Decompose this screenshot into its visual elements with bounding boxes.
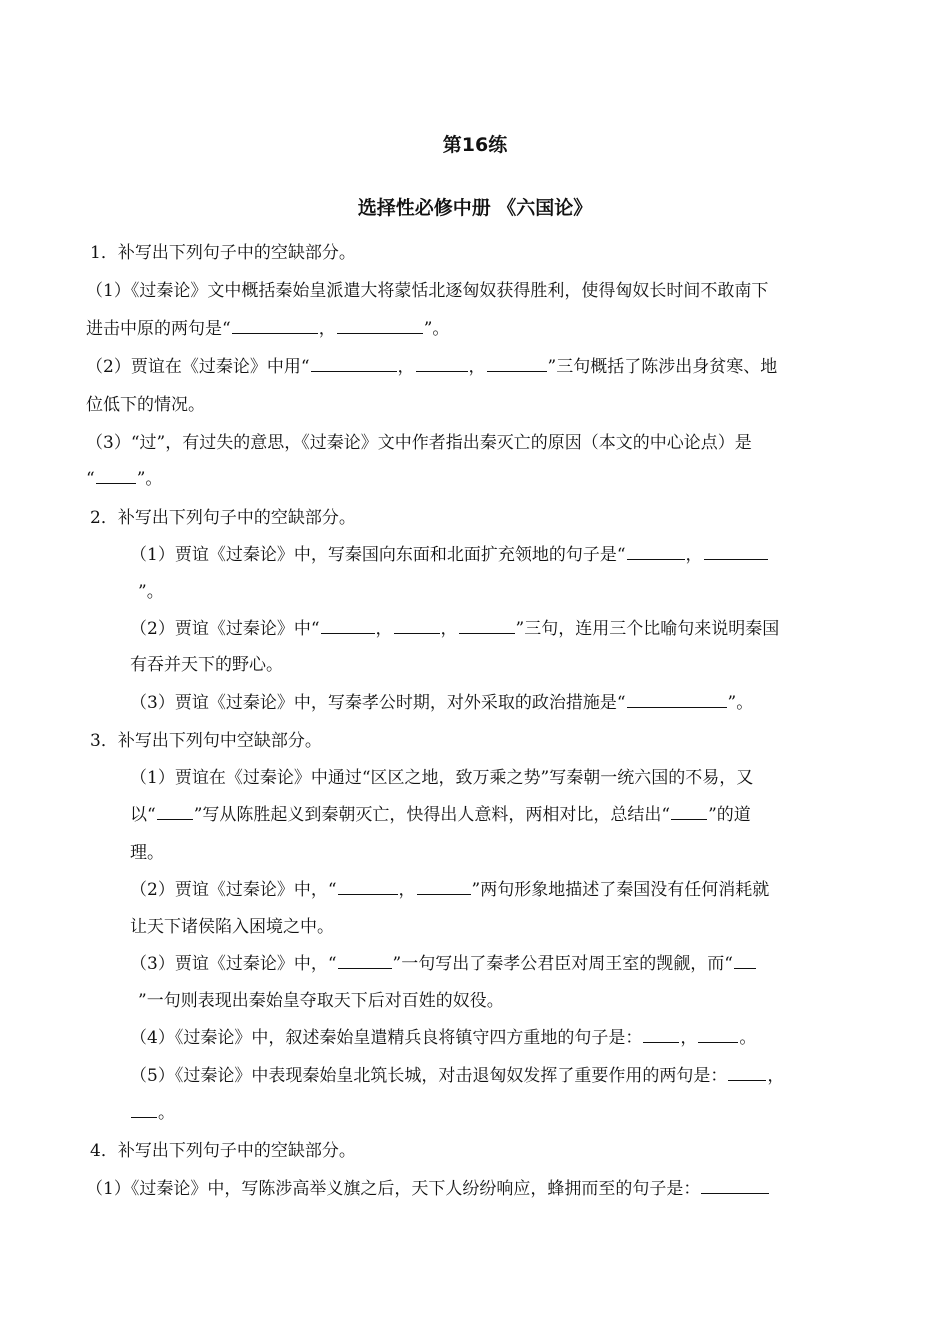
blank-line <box>311 356 397 372</box>
q2-item-2-line-1: （2）贾谊《过秦论》中“ ， ， ”三句，连用三个比喻句来说明秦国 <box>130 619 780 639</box>
q3-item-1-line-2: 以“ ”写从陈胜起义到秦朝灭亡，快得出人意料，两相对比，总结出“ ”的道 <box>130 805 751 825</box>
blank-line <box>728 1065 766 1081</box>
q3-item-3-line-2: ”一句则表现出秦始皇夺取天下后对百姓的奴役。 <box>138 991 504 1011</box>
q1-item-3-text: “ <box>86 469 95 489</box>
blank-line <box>157 804 193 820</box>
q3-item-2-line-1: （2）贾谊《过秦论》中，“ ， ”两句形象地描述了秦国没有任何消耗就 <box>130 880 770 900</box>
q1-item-1-line-1: （1）《过秦论》文中概括秦始皇派遣大将蒙恬北逐匈奴获得胜利，使得匈奴长时间不敢南下 <box>86 281 769 301</box>
blank-line <box>459 618 515 634</box>
blank-line <box>734 953 756 969</box>
q2-item-1-line-2: ”。 <box>138 582 164 602</box>
q4-item-1-line-1: （1）《过秦论》中，写陈涉高举义旗之后，天下人纷纷响应，蜂拥而至的句子是： <box>86 1178 770 1200</box>
blank-line <box>338 879 398 895</box>
blank-line <box>232 318 318 334</box>
page-title: 第16练 <box>442 134 508 156</box>
q2-item-3-text: （3）贾谊《过秦论》中，写秦孝公时期，对外采取的政治措施是“ <box>130 693 626 713</box>
blank-line <box>627 544 685 560</box>
q1-item-3-line-1: （3）“过”，有过失的意思，《过秦论》文中作者指出秦灭亡的原因（本文的中心论点）是 <box>86 433 752 453</box>
page-subtitle: 选择性必修中册 《六国论》 <box>357 197 593 219</box>
q1-item-1-line-2: 进击中原的两句是“ ， ”。 <box>86 319 450 339</box>
blank-line <box>643 1027 679 1043</box>
q3-item-5-line-1: （5）《过秦论》中表现秦始皇北筑长城，对击退匈奴发挥了重要作用的两句是： ， <box>130 1066 785 1086</box>
blank-line <box>338 953 392 969</box>
q3-item-2-line-2: 让天下诸侯陷入困境之中。 <box>130 917 334 937</box>
q1-item-1-text: 进击中原的两句是“ <box>86 319 231 339</box>
blank-line <box>701 1178 769 1194</box>
q2-item-2-text: （2）贾谊《过秦论》中“ <box>130 619 320 639</box>
question-4-stem: 4．补写出下列句子中的空缺部分。 <box>90 1141 356 1161</box>
q3-item-4: （4）《过秦论》中，叙述秦始皇遣精兵良将镇守四方重地的句子是： ， 。 <box>130 1028 757 1048</box>
question-1-stem: 1．补写出下列句子中的空缺部分。 <box>90 243 356 263</box>
question-2-stem: 2．补写出下列句子中的空缺部分。 <box>90 508 356 528</box>
q1-item-2-line-2: 位低下的情况。 <box>86 395 205 415</box>
blank-line <box>96 468 136 484</box>
q1-item-2-text: （2）贾谊在《过秦论》中用“ <box>86 357 310 377</box>
q2-item-1-line-1: （1）贾谊《过秦论》中，写秦国向东面和北面扩充领地的句子是“ ， <box>130 544 769 566</box>
q2-item-2-tail: ”三句，连用三个比喻句来说明秦国 <box>515 619 780 639</box>
blank-line <box>487 356 547 372</box>
q2-item-2-line-2: 有吞并天下的野心。 <box>130 655 283 675</box>
blank-line <box>394 618 440 634</box>
blank-line <box>337 318 423 334</box>
q3-item-1-line-3: 理。 <box>130 843 164 863</box>
question-3-stem: 3．补写出下列句中空缺部分。 <box>90 731 322 751</box>
blank-line <box>131 1102 157 1118</box>
blank-line <box>416 356 468 372</box>
q3-item-5-line-2: 。 <box>130 1102 175 1124</box>
q1-item-3-line-2: “ ”。 <box>86 469 163 489</box>
q1-item-2-line-1: （2）贾谊在《过秦论》中用“ ， ， ”三句概括了陈涉出身贫寒、地 <box>86 357 778 377</box>
blank-line <box>321 618 375 634</box>
q2-item-3-line-1: （3）贾谊《过秦论》中，写秦孝公时期，对外采取的政治措施是“ ”。 <box>130 693 754 713</box>
q2-item-1-text: （1）贾谊《过秦论》中，写秦国向东面和北面扩充领地的句子是“ <box>130 545 626 565</box>
q3-item-1-line-1: （1）贾谊在《过秦论》中通过“区区之地，致万乘之势”写秦朝一统六国的不易，又 <box>130 768 754 788</box>
blank-line <box>704 544 768 560</box>
q1-item-2-tail: ”三句概括了陈涉出身贫寒、地 <box>547 357 778 377</box>
blank-line <box>698 1027 738 1043</box>
blank-line <box>417 879 471 895</box>
blank-line <box>627 692 727 708</box>
q3-item-3-line-1: （3）贾谊《过秦论》中，“ ”一句写出了秦孝公君臣对周王室的觊觎，而“ <box>130 953 757 975</box>
blank-line <box>671 804 707 820</box>
